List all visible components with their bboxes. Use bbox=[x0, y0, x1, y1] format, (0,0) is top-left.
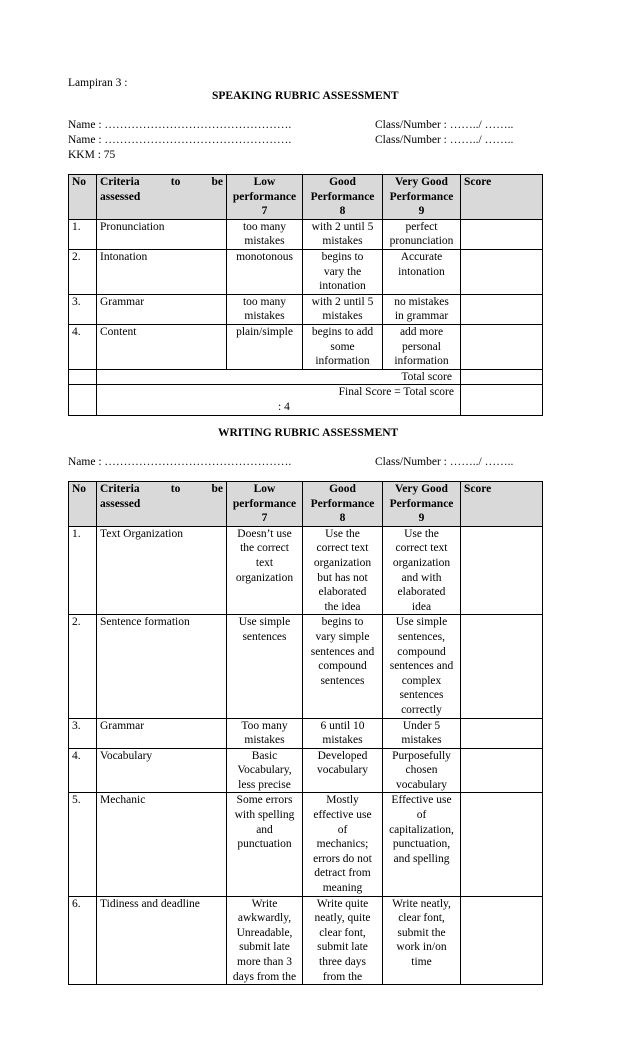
row-good: 6 until 10 mistakes bbox=[303, 718, 383, 748]
speaking-class-line-2: Class/Number : ……../ …….. bbox=[375, 134, 514, 146]
table-row bbox=[69, 793, 543, 896]
row-very-good: Effective use of capitalization, punctuation, and spelling bbox=[383, 793, 461, 896]
row-very-good: Purposefully chosen vocabulary bbox=[383, 748, 461, 793]
speaking-name-line-1: Name : …………………………………………. bbox=[68, 119, 292, 131]
score-cell[interactable] bbox=[461, 294, 543, 324]
row-number: 1. bbox=[69, 219, 97, 249]
row-very-good: Use the correct text organization and with elaborated idea bbox=[383, 526, 461, 615]
row-very-good: no mistakes in grammar bbox=[383, 294, 461, 324]
row-criteria: Mechanic bbox=[97, 793, 227, 896]
row-good: Write quite neatly, quite clear font, submit late three days from the bbox=[303, 896, 383, 985]
writing-rubric-table bbox=[68, 481, 543, 985]
row-low: too many mistakes bbox=[227, 294, 303, 324]
score-cell[interactable] bbox=[461, 526, 543, 615]
final-score-formula: Final Score = Total score : 4 bbox=[97, 385, 461, 415]
row-low: monotonous bbox=[227, 249, 303, 294]
row-criteria: Grammar bbox=[97, 718, 227, 748]
score-cell[interactable] bbox=[461, 718, 543, 748]
row-number: 3. bbox=[69, 718, 97, 748]
row-low: Basic Vocabulary, less precise bbox=[227, 748, 303, 793]
row-number: 6. bbox=[69, 896, 97, 985]
speaking-name-line-2: Name : …………………………………………. bbox=[68, 134, 292, 146]
header-score: Score bbox=[461, 175, 543, 220]
header-good: Good Performance 8 bbox=[303, 482, 383, 527]
row-good: begins to add some information bbox=[303, 324, 383, 369]
speaking-class-line-1: Class/Number : ……../ …….. bbox=[375, 119, 514, 131]
score-cell[interactable] bbox=[461, 249, 543, 294]
score-cell[interactable] bbox=[461, 748, 543, 793]
row-very-good: Use simple sentences, compound sentences and complex sentences correctly bbox=[383, 615, 461, 718]
header-very-good: Very Good Performance 9 bbox=[383, 482, 461, 527]
kkm-line: KKM : 75 bbox=[68, 149, 116, 161]
score-cell[interactable] bbox=[461, 793, 543, 896]
row-good: with 2 until 5 mistakes bbox=[303, 294, 383, 324]
row-criteria: Grammar bbox=[97, 294, 227, 324]
row-criteria: Sentence formation bbox=[97, 615, 227, 718]
row-criteria: Pronunciation bbox=[97, 219, 227, 249]
row-low: too many mistakes bbox=[227, 219, 303, 249]
row-good: begins to vary simple sentences and compound sentences bbox=[303, 615, 383, 718]
total-score-label: Total score bbox=[97, 369, 461, 385]
row-number: 4. bbox=[69, 324, 97, 369]
table-row bbox=[69, 526, 543, 615]
header-low: Low performance 7 bbox=[227, 482, 303, 527]
row-criteria: Text Organization bbox=[97, 526, 227, 615]
appendix-label: Lampiran 3 : bbox=[68, 77, 128, 89]
row-number: 4. bbox=[69, 748, 97, 793]
total-score-cell[interactable] bbox=[461, 369, 543, 385]
header-score: Score bbox=[461, 482, 543, 527]
row-number: 3. bbox=[69, 294, 97, 324]
header-no: No bbox=[69, 482, 97, 527]
speaking-rubric-table bbox=[68, 174, 543, 416]
table-row bbox=[69, 294, 543, 324]
score-cell[interactable] bbox=[461, 615, 543, 718]
final-score-cell[interactable] bbox=[461, 385, 543, 415]
score-cell[interactable] bbox=[461, 219, 543, 249]
row-low: Too many mistakes bbox=[227, 718, 303, 748]
row-very-good: add more personal information bbox=[383, 324, 461, 369]
row-very-good: Under 5 mistakes bbox=[383, 718, 461, 748]
final-score-row bbox=[69, 385, 543, 415]
row-good: with 2 until 5 mistakes bbox=[303, 219, 383, 249]
table-row bbox=[69, 219, 543, 249]
row-good: Developed vocabulary bbox=[303, 748, 383, 793]
row-low: Doesn’t use the correct text organization bbox=[227, 526, 303, 615]
table-row bbox=[69, 249, 543, 294]
row-low: Some errors with spelling and punctuation bbox=[227, 793, 303, 896]
header-good: Good Performance 8 bbox=[303, 175, 383, 220]
header-low: Low performance 7 bbox=[227, 175, 303, 220]
row-good: Mostly effective use of mechanics; errors do not detract from meaning bbox=[303, 793, 383, 896]
header-criteria: Criteria to be assessed bbox=[97, 175, 227, 220]
table-row bbox=[69, 615, 543, 718]
row-good: Use the correct text organization but has not elaborated the idea bbox=[303, 526, 383, 615]
writing-name-line: Name : …………………………………………. bbox=[68, 456, 292, 468]
header-very-good: Very Good Performance 9 bbox=[383, 175, 461, 220]
speaking-title: SPEAKING RUBRIC ASSESSMENT bbox=[212, 90, 399, 102]
row-criteria: Vocabulary bbox=[97, 748, 227, 793]
row-very-good: perfect pronunciation bbox=[383, 219, 461, 249]
row-low: Use simple sentences bbox=[227, 615, 303, 718]
row-low: Write awkwardly, Unreadable, submit late more than 3 days from the bbox=[227, 896, 303, 985]
row-low: plain/simple bbox=[227, 324, 303, 369]
row-good: begins to vary the intonation bbox=[303, 249, 383, 294]
score-cell[interactable] bbox=[461, 324, 543, 369]
table-row bbox=[69, 324, 543, 369]
row-number: 5. bbox=[69, 793, 97, 896]
row-criteria: Tidiness and deadline bbox=[97, 896, 227, 985]
writing-class-line: Class/Number : ……../ …….. bbox=[375, 456, 514, 468]
row-very-good: Accurate intonation bbox=[383, 249, 461, 294]
row-criteria: Content bbox=[97, 324, 227, 369]
writing-header-row bbox=[69, 482, 543, 527]
row-number: 2. bbox=[69, 615, 97, 718]
table-row bbox=[69, 748, 543, 793]
speaking-header-row bbox=[69, 175, 543, 220]
header-criteria: Criteria to be assessed bbox=[97, 482, 227, 527]
writing-title: WRITING RUBRIC ASSESSMENT bbox=[218, 427, 399, 439]
row-number: 1. bbox=[69, 526, 97, 615]
score-cell[interactable] bbox=[461, 896, 543, 985]
row-very-good: Write neatly, clear font, submit the work in/on time bbox=[383, 896, 461, 985]
total-score-row bbox=[69, 369, 543, 385]
table-row bbox=[69, 718, 543, 748]
header-no: No bbox=[69, 175, 97, 220]
table-row bbox=[69, 896, 543, 985]
row-number: 2. bbox=[69, 249, 97, 294]
row-criteria: Intonation bbox=[97, 249, 227, 294]
